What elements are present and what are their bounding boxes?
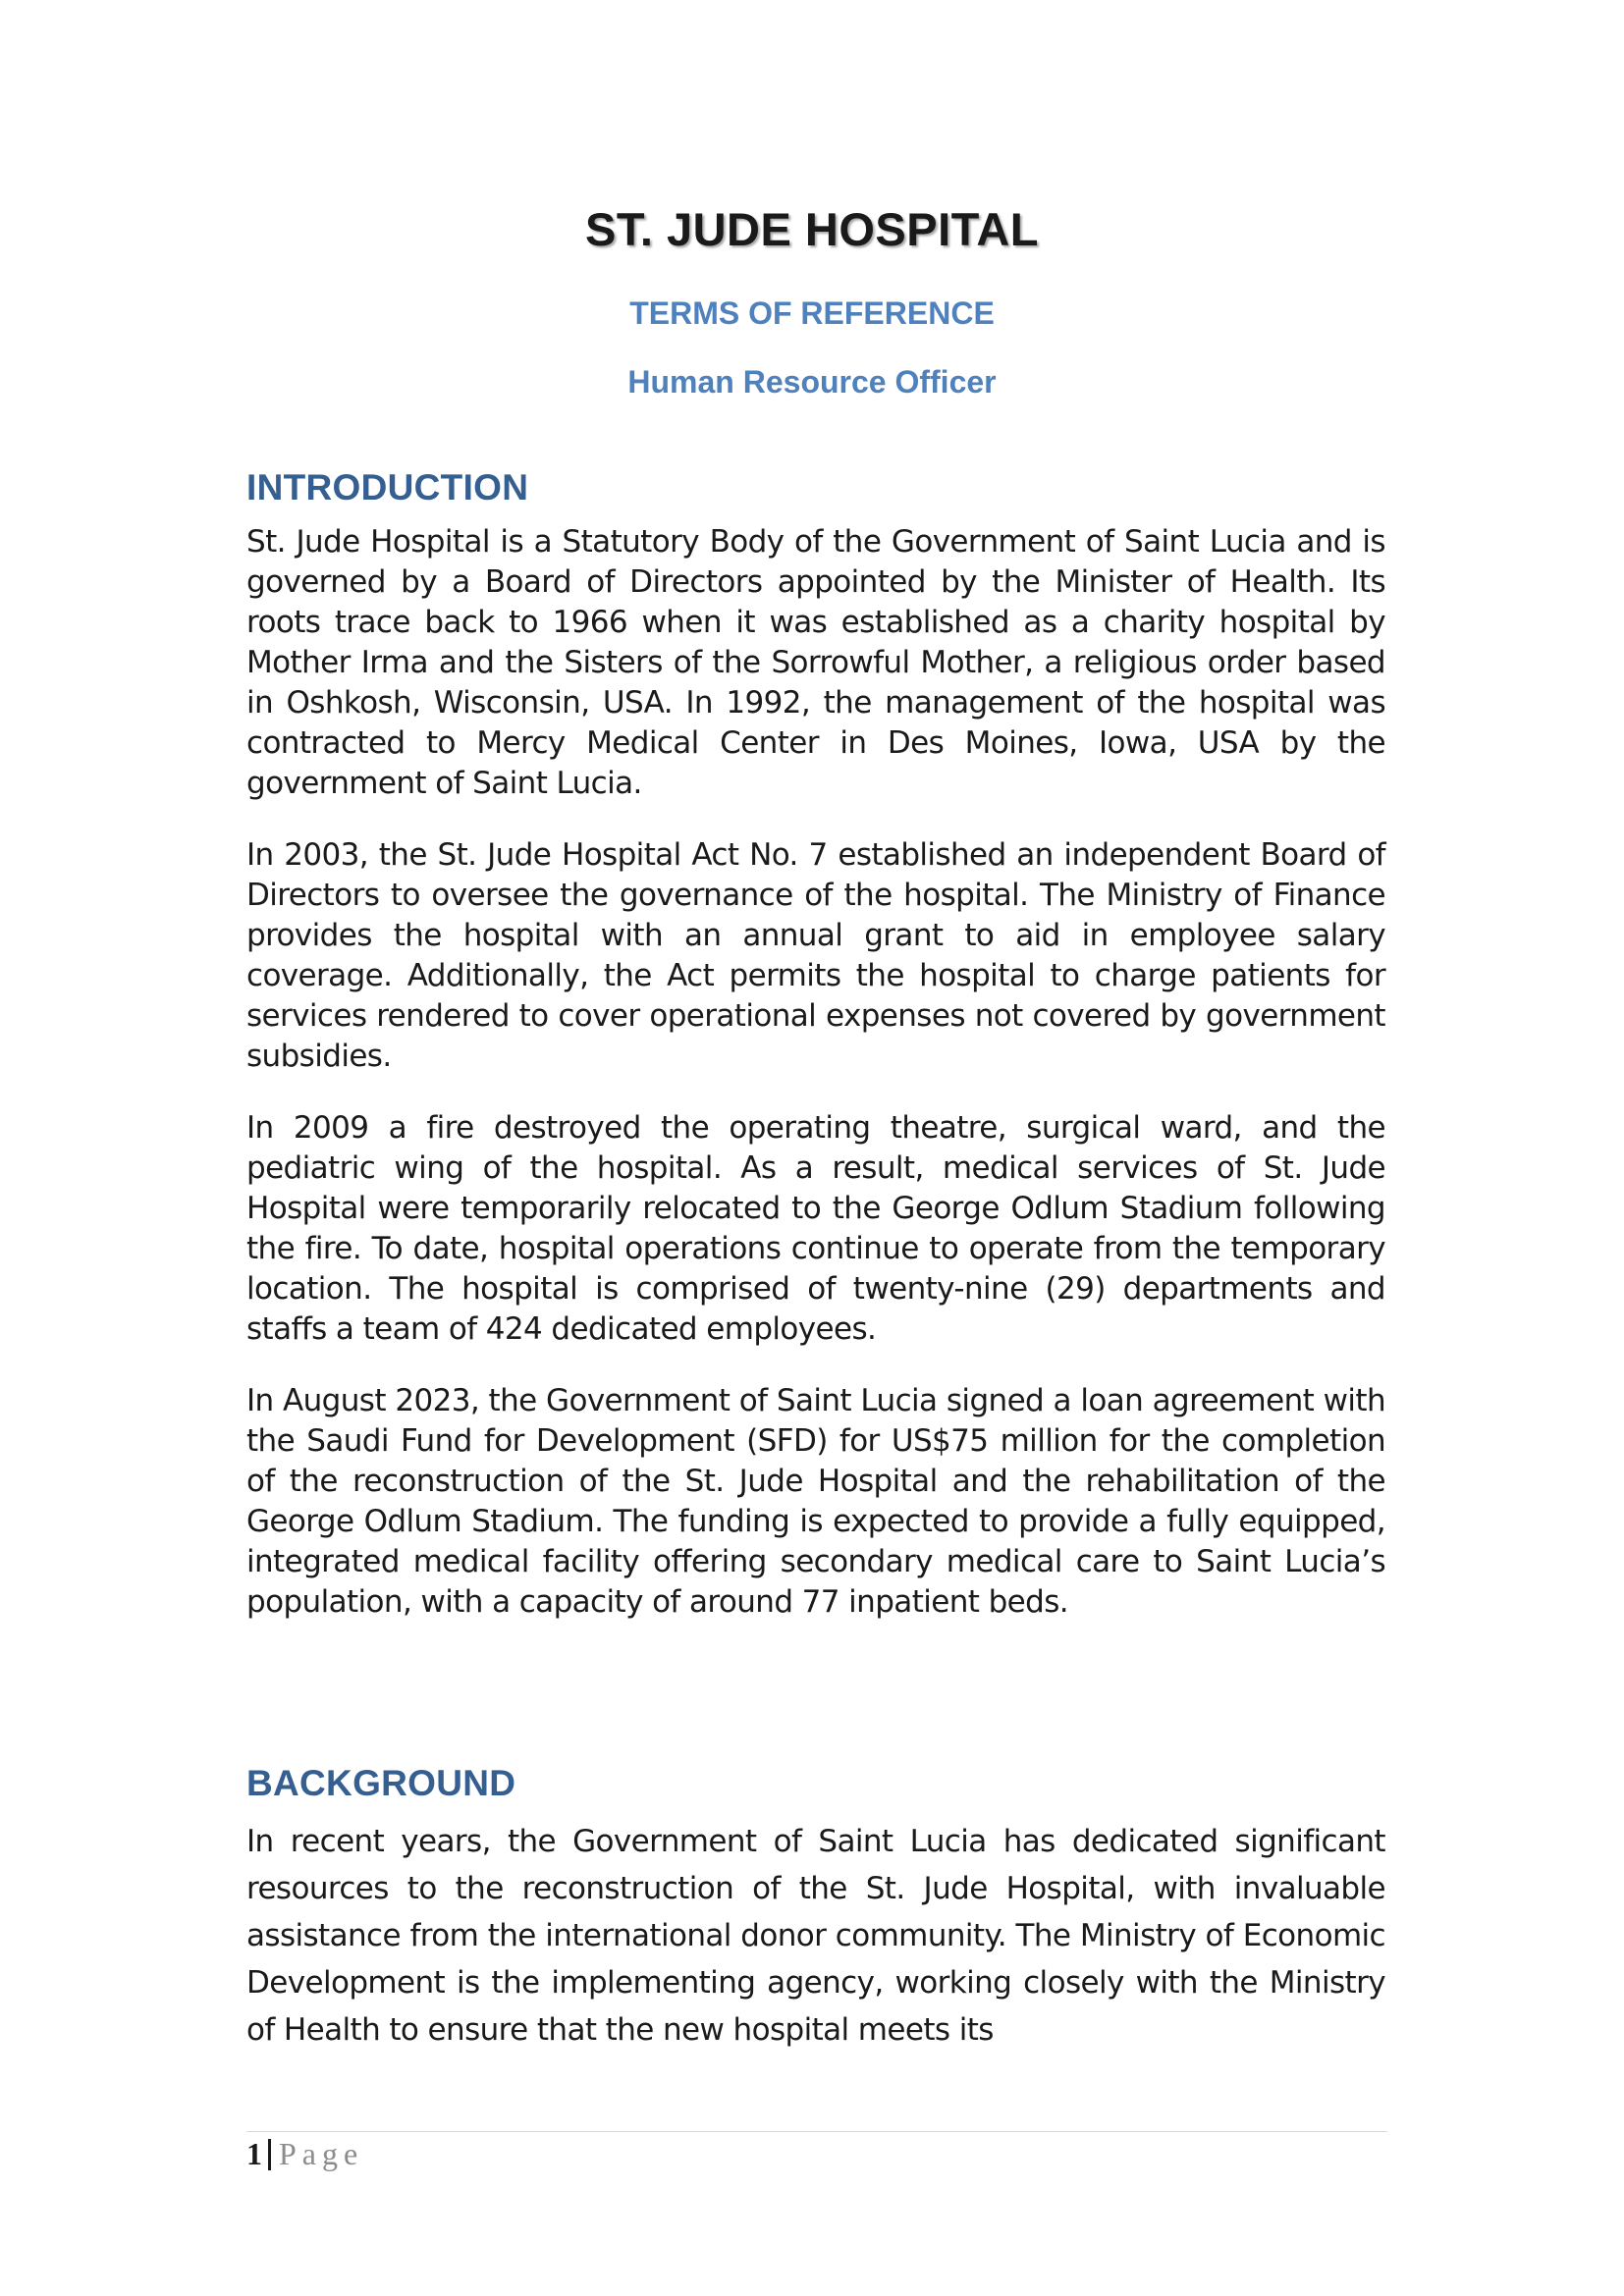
position-title: Human Resource Officer [627, 364, 997, 400]
background-paragraph-1: In recent years, the Government of Saint Lucia has dedicated significant resources to the reconstruction of the St. Jude Hospital, with invaluable assistance from the international donor community. The Ministry of Economic Development is the implementing agency, working closely with the Ministry of Health to ensure that the new hospital meets its [246, 1824, 1385, 2048]
introduction-heading: INTRODUCTION [246, 467, 529, 507]
document-subtitle: TERMS OF REFERENCE [629, 295, 995, 331]
page-number: 1 [246, 2136, 262, 2171]
introduction-paragraph-1: St. Jude Hospital is a Statutory Body of the Government of Saint Lucia and is governed by a Board of Directors appointed by the Minister of Health. Its roots trace back to 1966 when it was established as a charity hospital by Mother Irma and the Sisters of the Sorrowful Mother, a religious order based in Oshkosh, Wisconsin, USA. In 1992, the management of the hospital was contracted to Mercy Medical Center in Des Moines, Iowa, USA by the government of Saint Lucia. [246, 524, 1385, 801]
introduction-paragraph-3: In 2009 a fire destroyed the operating theatre, surgical ward, and the pediatric wing of the hospital. As a result, medical services of St. Jude Hospital were temporarily relocated to the George Odlum Stadium following the fire. To date, hospital operations continue to operate from the temporary location. The hospital is comprised of twenty-nine (29) departments and staffs a team of 424 dedicated employees. [246, 1110, 1385, 1347]
introduction-paragraph-4: In August 2023, the Government of Saint Lucia signed a loan agreement with the Saudi Fund for Development (SFD) for US$75 million for the completion of the reconstruction of the St. Jude Hospital and the rehabilitation of the George Odlum Stadium. The funding is expected to provide a fully equipped, integrated medical facility offering secondary medical care to Saint Lucia’s population, with a capacity of around 77 inpatient beds. [246, 1383, 1385, 1620]
background-heading: BACKGROUND [246, 1763, 516, 1803]
footer-separator [268, 2139, 271, 2170]
introduction-section [246, 467, 1385, 1654]
footer-divider [246, 2131, 1387, 2132]
document-title: ST. JUDE HOSPITAL [584, 203, 1040, 255]
background-section [246, 1763, 1385, 2085]
page-footer [246, 2136, 363, 2172]
page-label: Page [279, 2136, 364, 2171]
introduction-paragraph-2: In 2003, the St. Jude Hospital Act No. 7 established an independent Board of Directors to oversee the governance of the hospital. The Ministry of Finance provides the hospital with an annual grant to aid in employee salary coverage. Additionally, the Act permits the hospital to charge patients for services rendered to cover operational expenses not covered by government subsidies. [246, 837, 1385, 1074]
